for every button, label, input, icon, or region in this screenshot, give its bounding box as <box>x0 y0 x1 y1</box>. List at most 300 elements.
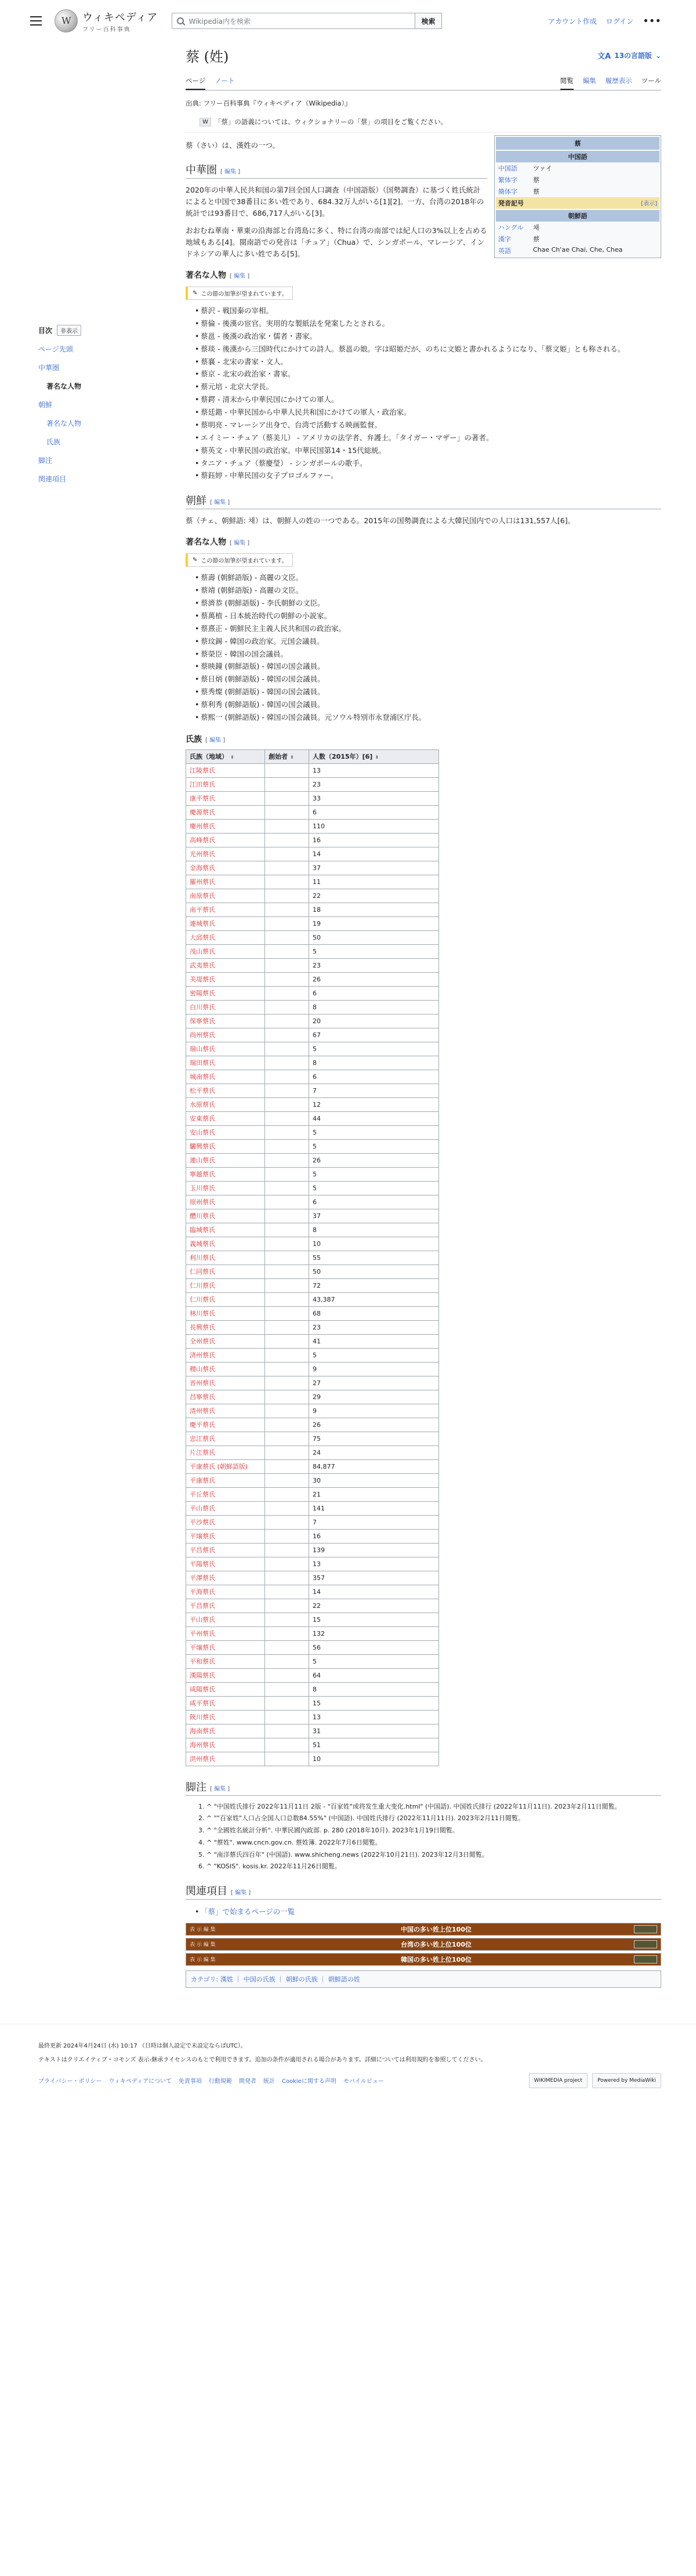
table-cell[interactable]: 水原蔡氏 <box>186 1097 265 1111</box>
table-cell: 9 <box>309 1404 439 1418</box>
search-input[interactable] <box>172 13 415 29</box>
table-cell: 5 <box>309 1139 439 1153</box>
navbox-vte[interactable]: 表 示 編 集 <box>190 1927 216 1933</box>
infobox-phonetic-row <box>496 197 659 209</box>
search-placeholder: Wikipedia内を検索 <box>188 17 251 26</box>
edit-link[interactable]: 編集 <box>214 499 226 506</box>
table-cell[interactable]: 晋州蔡氏 <box>186 1376 265 1390</box>
tab-edit[interactable]: 編集 <box>582 77 596 85</box>
edit-link[interactable]: 編集 <box>214 1785 226 1792</box>
table-cell[interactable]: 江陵蔡氏 <box>186 763 265 777</box>
table-cell <box>265 1459 309 1473</box>
table-cell <box>265 1070 309 1084</box>
table-cell[interactable]: 清州蔡氏 <box>186 1404 265 1418</box>
tab-talk[interactable]: ノート <box>215 77 235 85</box>
navbox <box>186 1938 661 1951</box>
table-cell: 68 <box>309 1306 439 1320</box>
china-people-list <box>195 305 661 482</box>
table-cell[interactable]: 金海蔡氏 <box>186 861 265 875</box>
list-item <box>195 584 661 597</box>
table-cell: 51 <box>309 1738 439 1752</box>
table-cell: 15 <box>309 1696 439 1710</box>
toc-item[interactable]: 朝鮮 <box>38 401 53 409</box>
table-cell[interactable]: 連城蔡氏 <box>186 916 265 930</box>
tab-read[interactable]: 閲覧 <box>560 73 574 90</box>
table-header[interactable] <box>186 749 265 763</box>
table-cell: 8 <box>309 1000 439 1014</box>
toc-item[interactable]: 脚注 <box>38 456 53 465</box>
table-cell: 11 <box>309 875 439 889</box>
table-header[interactable] <box>265 749 309 763</box>
table-cell <box>265 944 309 958</box>
table-row <box>186 1585 439 1599</box>
footer-link[interactable]: モバイルビュー <box>343 2078 384 2085</box>
table-cell[interactable]: 洪州蔡氏 <box>186 1752 265 1766</box>
table-cell[interactable]: 安山蔡氏 <box>186 1125 265 1139</box>
table-cell: 14 <box>309 847 439 861</box>
person-entry: 蔡元培 - 北京大学長。 <box>201 382 273 392</box>
table-row <box>186 1459 439 1473</box>
footer-link[interactable]: プライバシー・ポリシー <box>38 2078 102 2085</box>
person-entry: 蔡濟恭 (朝鮮語版) - 李氏朝鮮の文臣。 <box>201 599 325 607</box>
footer-link[interactable]: 統計 <box>263 2078 275 2085</box>
footer-link[interactable]: Cookieに関する声明 <box>281 2078 336 2085</box>
related-link[interactable]: 「蔡」で始まるページの一覧 <box>201 1907 295 1916</box>
table-row <box>186 763 439 777</box>
table-cell: 21 <box>309 1487 439 1501</box>
toc-item[interactable]: 中華圏 <box>38 364 60 372</box>
table-cell <box>265 1654 309 1668</box>
table-cell <box>265 791 309 805</box>
person-entry: 蔡英文 - 中華民国の政治家。中華民国第14・15代総統。 <box>201 445 386 455</box>
navbox <box>186 1953 661 1966</box>
table-row <box>186 1376 439 1390</box>
table-row <box>186 1529 439 1543</box>
table-row <box>186 1167 439 1181</box>
navbox-vte[interactable]: 表 示 編 集 <box>190 1942 216 1948</box>
list-item <box>195 419 661 432</box>
table-row <box>186 1306 439 1320</box>
table-header[interactable] <box>309 749 439 763</box>
table-cell[interactable]: 平沙蔡氏 <box>186 1515 265 1529</box>
table-cell[interactable]: 保寧蔡氏 <box>186 1014 265 1028</box>
table-cell[interactable]: 瑞田蔡氏 <box>186 1056 265 1070</box>
table-cell: 20 <box>309 1014 439 1028</box>
list-item <box>195 469 661 482</box>
toc-item[interactable]: 著名な人物 <box>46 382 82 390</box>
edit-link[interactable]: 編集 <box>224 169 237 175</box>
table-cell[interactable]: 長興蔡氏 <box>186 1320 265 1334</box>
search-form <box>172 13 441 29</box>
table-cell: 6 <box>309 1195 439 1209</box>
table-row <box>186 1445 439 1459</box>
list-item <box>195 571 661 584</box>
person-entry: 蔡壽 (朝鮮語版) - 高麗の文臣。 <box>201 573 303 582</box>
infobox-key[interactable]: 漢字 <box>498 236 511 243</box>
table-cell[interactable]: 稷山蔡氏 <box>186 1362 265 1376</box>
table-row <box>186 875 439 889</box>
table-cell: 50 <box>309 1265 439 1278</box>
table-row <box>186 1640 439 1654</box>
table-cell[interactable]: 城南蔡氏 <box>186 1070 265 1084</box>
table-cell <box>265 1111 309 1125</box>
table-cell[interactable]: 尚州蔡氏 <box>186 1028 265 1042</box>
page-footer <box>0 2024 696 2088</box>
table-row <box>186 1473 439 1487</box>
table-cell[interactable]: 陜川蔡氏 <box>186 1710 265 1724</box>
list-item <box>195 305 661 317</box>
table-row <box>186 1209 439 1223</box>
china-paragraph-1: 2020年の中華人民共和国の第7回全国人口調査（中国語版）（国勢調査）に基づく姓氏統計によると中国で38番目に多い姓であり、684.32万人がいる[1][2]。一方、台湾の2018年の統計では93番目で、686,717人がいる[3]。 <box>186 186 484 218</box>
language-icon: 文A <box>597 52 611 61</box>
toc-item[interactable]: 関連項目 <box>38 475 67 483</box>
table-cell[interactable]: 慶平蔡氏 <box>186 1418 265 1432</box>
table-cell[interactable]: 江田蔡氏 <box>186 777 265 791</box>
table-of-contents <box>38 42 136 1988</box>
toc-title: 目次 <box>38 327 53 335</box>
table-row <box>186 1097 439 1111</box>
table-cell[interactable]: 漢陽蔡氏 <box>186 1668 265 1682</box>
table-cell[interactable]: 平州蔡氏 <box>186 1626 265 1640</box>
footer-link[interactable]: ウィキペディアについて <box>108 2078 172 2085</box>
table-cell[interactable]: 平澤蔡氏 <box>186 1571 265 1585</box>
show-toggle[interactable]: [表示] <box>641 201 657 207</box>
wikimedia-badge[interactable]: WIKIMEDIA project <box>529 2073 588 2088</box>
table-cell <box>265 1473 309 1487</box>
table-cell: 23 <box>309 1320 439 1334</box>
table-row <box>186 972 439 986</box>
list-item <box>195 356 661 368</box>
person-entry: 蔡榮臣 - 韓国の国会議員。 <box>201 649 288 658</box>
table-cell <box>265 861 309 875</box>
table-cell[interactable]: 南原蔡氏 <box>186 889 265 903</box>
table-cell <box>265 1125 309 1139</box>
site-logo[interactable] <box>55 9 158 33</box>
person-entry: 蔡日炳 (朝鮮語版) - 韓国の国会議員。 <box>201 675 325 684</box>
table-cell[interactable]: 寧越蔡氏 <box>186 1167 265 1181</box>
table-cell[interactable]: 白川蔡氏 <box>186 1000 265 1014</box>
table-cell[interactable]: 全州蔡氏 <box>186 1334 265 1348</box>
table-cell[interactable]: 康平蔡氏 <box>186 791 265 805</box>
table-cell <box>265 763 309 777</box>
table-cell[interactable]: 平丘蔡氏 <box>186 1487 265 1501</box>
section-heading-notable-korea: 著名な人物 [ 編集 ] <box>186 538 250 548</box>
table-cell[interactable]: 昌寧蔡氏 <box>186 1390 265 1404</box>
table-row <box>186 1000 439 1014</box>
header-label: 創始者 <box>269 753 288 761</box>
person-entry: 蔡鈺婷 - 中華民国の女子プロゴルファー。 <box>201 471 338 480</box>
main-menu-icon[interactable] <box>30 16 42 26</box>
toc-hide-button[interactable]: 非表示 <box>57 325 81 336</box>
references-list <box>206 1802 661 1872</box>
section-heading-notable-china: 著名な人物 [ 編集 ] <box>186 271 250 280</box>
table-cell <box>265 986 309 1000</box>
table-row <box>186 1265 439 1278</box>
table-cell <box>265 1696 309 1710</box>
table-cell: 75 <box>309 1432 439 1445</box>
table-row <box>186 1334 439 1348</box>
table-cell[interactable]: 茂山蔡氏 <box>186 944 265 958</box>
table-row <box>186 1613 439 1626</box>
person-entry: 蔡映鐘 (朝鮮語版) - 韓国の国会議員。 <box>201 662 325 671</box>
table-cell: 19 <box>309 916 439 930</box>
table-cell <box>265 1487 309 1501</box>
table-cell[interactable]: 高峰蔡氏 <box>186 833 265 847</box>
navbox-toggle[interactable] <box>634 1955 657 1963</box>
table-cell[interactable]: 義城蔡氏 <box>186 1237 265 1251</box>
table-row <box>186 1599 439 1613</box>
person-entry: 蔡鍔 - 清末から中華民国にかけての軍人。 <box>201 395 339 404</box>
korea-paragraph: 蔡（チェ、朝鮮語: 채）は、朝鮮人の姓の一つである。2015年の国勢調査による大韓民国内での人口は131,557人[6]。 <box>186 516 575 526</box>
table-cell[interactable]: 光州蔡氏 <box>186 847 265 861</box>
table-row <box>186 861 439 875</box>
table-cell <box>265 1251 309 1265</box>
edit-link[interactable]: 編集 <box>235 1889 247 1896</box>
table-cell: 6 <box>309 986 439 1000</box>
table-cell: 18 <box>309 903 439 916</box>
navbox-toggle[interactable] <box>634 1940 657 1948</box>
edit-link[interactable]: 編集 <box>234 273 246 280</box>
navbox-vte[interactable]: 表 示 編 集 <box>190 1957 216 1963</box>
table-row <box>186 1710 439 1724</box>
toc-item[interactable]: 氏族 <box>46 438 61 446</box>
table-cell: 10 <box>309 1752 439 1766</box>
table-cell <box>265 1445 309 1459</box>
table-cell[interactable]: 平康蔡氏 (朝鮮語版) <box>186 1459 265 1473</box>
table-cell[interactable]: 仁川蔡氏 <box>186 1292 265 1306</box>
table-cell[interactable]: 驪興蔡氏 <box>186 1139 265 1153</box>
last-updated: 最終更新 2024年4月24日 (水) 10:17 （日時は個人設定で未設定ならばUTC）。 <box>38 2042 246 2049</box>
citation-needed-box <box>186 287 293 300</box>
table-cell: 50 <box>309 930 439 944</box>
table-cell[interactable]: 松平蔡氏 <box>186 1084 265 1097</box>
infobox-value: 蔡 <box>533 236 539 243</box>
table-cell: 67 <box>309 1028 439 1042</box>
sort-icon[interactable]: ⬍ <box>375 755 379 760</box>
login-link[interactable]: ログイン <box>606 17 634 26</box>
pencil-icon: ✎ <box>193 290 198 296</box>
china-paragraph-2: おおむね華南・華東の沿海部と台湾島に多く、特に台湾の南部では紀人口の3%以上を占める地域もある[4]。閩南語での発音は「チュア」（Chua）で、シンガポール、マレーシア、インドネシアの華人に多い姓である[5]。 <box>186 226 487 258</box>
table-cell <box>265 916 309 930</box>
table-cell[interactable]: 平昌蔡氏 <box>186 1599 265 1613</box>
list-item <box>195 622 661 635</box>
table-cell[interactable]: 安東蔡氏 <box>186 1111 265 1125</box>
create-account-link[interactable]: アカウント作成 <box>548 17 597 26</box>
table-cell: 8 <box>309 1223 439 1237</box>
table-cell[interactable]: 平山蔡氏 <box>186 1501 265 1515</box>
table-cell[interactable]: 平和蔡氏 <box>186 1654 265 1668</box>
table-cell[interactable]: 密陽蔡氏 <box>186 986 265 1000</box>
tab-tools[interactable]: ツール <box>641 77 661 85</box>
toc-item[interactable]: 著名な人物 <box>46 419 82 427</box>
table-cell[interactable]: 平山蔡氏 <box>186 1613 265 1626</box>
language-button[interactable] <box>597 50 661 61</box>
edit-link[interactable]: 編集 <box>209 737 222 744</box>
table-cell: 5 <box>309 1167 439 1181</box>
table-cell: 23 <box>309 777 439 791</box>
infobox-title: 蔡 <box>496 137 659 150</box>
table-cell <box>265 1724 309 1738</box>
table-cell[interactable]: 海州蔡氏 <box>186 1738 265 1752</box>
navbox-toggle[interactable] <box>634 1925 657 1933</box>
person-entry: 蔡靖 (朝鮮語版) - 高麗の文臣。 <box>201 586 303 595</box>
reference-item: 6. ^ "KOSIS". kosis.kr. 2022年11月26日閲覧。 <box>206 1861 661 1872</box>
table-cell[interactable]: 平康蔡氏 <box>186 1473 265 1487</box>
sort-icon[interactable]: ⬍ <box>230 755 234 760</box>
table-cell[interactable]: 咸陽蔡氏 <box>186 1682 265 1696</box>
table-cell[interactable]: 玉川蔡氏 <box>186 1181 265 1195</box>
infobox-key[interactable]: 中国語 <box>498 165 517 172</box>
table-row <box>186 930 439 944</box>
table-cell <box>265 930 309 944</box>
table-cell <box>265 1139 309 1153</box>
infobox-row <box>496 174 659 186</box>
table-cell <box>265 1501 309 1515</box>
table-cell: 141 <box>309 1501 439 1515</box>
list-item <box>195 597 661 610</box>
table-cell[interactable]: 南平蔡氏 <box>186 903 265 916</box>
table-row <box>186 1362 439 1376</box>
footer-link[interactable]: 開発者 <box>238 2078 256 2085</box>
table-cell <box>265 1237 309 1251</box>
table-cell: 29 <box>309 1390 439 1404</box>
table-row <box>186 1738 439 1752</box>
table-row <box>186 1557 439 1571</box>
table-cell[interactable]: 連山蔡氏 <box>186 1153 265 1167</box>
table-cell[interactable]: 片江蔡氏 <box>186 1445 265 1459</box>
table-cell <box>265 1084 309 1097</box>
table-cell[interactable]: 原州蔡氏 <box>186 1195 265 1209</box>
table-cell <box>265 1014 309 1028</box>
table-cell[interactable]: 利川蔡氏 <box>186 1251 265 1265</box>
sort-icon[interactable]: ⬍ <box>290 755 294 760</box>
table-cell[interactable]: 大邱蔡氏 <box>186 930 265 944</box>
table-cell: 16 <box>309 833 439 847</box>
category-list[interactable]: 漢姓 ｜ 中国の氏族 ｜ 朝鮮の氏族 ｜ 朝鮮語の姓 <box>220 1975 360 1983</box>
infobox-key[interactable]: 英語 <box>498 247 511 255</box>
list-item <box>195 648 661 661</box>
search-button[interactable]: 検索 <box>415 13 441 29</box>
table-row <box>186 1153 439 1167</box>
table-cell[interactable]: 平壌蔡氏 <box>186 1640 265 1654</box>
page-title: 蔡 (姓) <box>186 49 229 65</box>
infobox-row <box>496 186 659 197</box>
infobox-key[interactable]: 簡体字 <box>498 188 517 195</box>
table-cell[interactable]: 平壌蔡氏 <box>186 1529 265 1543</box>
table-cell[interactable]: 忠江蔡氏 <box>186 1432 265 1445</box>
reference-item: 1. ^ "中国姓氏排行 2022年11月11日 2版 - "百家姓"或将发生重大变化.html" (中国語). 中国姓氏排行 (2022年11月11日). 2023年2月11日閲覧。 <box>206 1802 661 1813</box>
table-cell <box>265 1306 309 1320</box>
table-cell <box>265 1320 309 1334</box>
table-cell[interactable]: 仁川蔡氏 <box>186 1278 265 1292</box>
table-row <box>186 1752 439 1766</box>
table-cell <box>265 1390 309 1404</box>
chevron-down-icon: ⌄ <box>655 51 661 60</box>
person-entry: 蔡倫 - 後漢の宦官。実用的な製紙法を発案したとされる。 <box>201 318 389 328</box>
person-entry: 蔡萬植 - 日本統治時代の朝鮮の小説家。 <box>201 611 331 620</box>
tab-history[interactable]: 履歴表示 <box>605 77 632 85</box>
header-label: 人数（2015年）[6] <box>313 753 373 761</box>
table-row <box>186 986 439 1000</box>
toc-item[interactable]: ページ先頭 <box>38 345 73 353</box>
table-cell[interactable]: 咸平蔡氏 <box>186 1696 265 1710</box>
table-cell[interactable]: 林川蔡氏 <box>186 1306 265 1320</box>
table-cell: 6 <box>309 805 439 819</box>
table-cell: 13 <box>309 763 439 777</box>
person-entry: エイミー・チュア（蔡美儿） - アメリカの法学者、弁護士。「タイガー・マザー」の著者。 <box>201 433 494 442</box>
table-cell[interactable]: 済州蔡氏 <box>186 1348 265 1362</box>
table-row <box>186 889 439 903</box>
category-label[interactable]: カテゴリ: <box>191 1975 219 1983</box>
table-cell: 7 <box>309 1515 439 1529</box>
table-cell: 8 <box>309 1682 439 1696</box>
wikipedia-globe-icon <box>55 9 78 32</box>
table-cell[interactable]: 臨城蔡氏 <box>186 1223 265 1237</box>
table-cell <box>265 1348 309 1362</box>
infobox-key[interactable]: 繁体字 <box>498 176 517 184</box>
table-cell[interactable]: 平陽蔡氏 <box>186 1557 265 1571</box>
navbox-title[interactable]: 中国の多い姓上位100位 <box>401 1925 472 1933</box>
table-row <box>186 1181 439 1195</box>
table-cell <box>265 1432 309 1445</box>
person-entry: 蔡襄 - 北宋の書家・文人。 <box>201 357 288 366</box>
table-cell <box>265 1585 309 1599</box>
table-cell[interactable]: 武夷蔡氏 <box>186 958 265 972</box>
footer-link[interactable]: 免責事項 <box>178 2078 202 2085</box>
infobox-key[interactable]: ハングル <box>498 224 524 231</box>
mediawiki-badge[interactable]: Powered by MediaWiki <box>592 2073 661 2088</box>
person-entry: 蔡玟錫 - 韓国の政治家。元国会議員。 <box>201 636 324 646</box>
table-cell[interactable]: 慶州蔡氏 <box>186 819 265 833</box>
table-cell <box>265 1195 309 1209</box>
infobox-row <box>496 233 659 245</box>
edit-link[interactable]: 編集 <box>234 540 246 547</box>
license-text: テキストはクリエイティブ・コモンズ 表示-継承ライセンスのもとで利用できます。追加の条件が適用される場合があります。詳細については利用規約を参照してください。 <box>38 2056 487 2063</box>
table-cell: 43,387 <box>309 1292 439 1306</box>
navbox-title[interactable]: 台湾の多い姓上位100位 <box>401 1940 472 1948</box>
navbox-title[interactable]: 韓国の多い姓上位100位 <box>401 1955 472 1963</box>
table-row <box>186 1056 439 1070</box>
table-cell: 139 <box>309 1543 439 1557</box>
pencil-icon: ✎ <box>193 557 198 564</box>
tab-page[interactable]: ページ <box>186 73 205 90</box>
table-cell[interactable]: 慶源蔡氏 <box>186 805 265 819</box>
table-row <box>186 1042 439 1056</box>
table-cell[interactable]: 美堤蔡氏 <box>186 972 265 986</box>
table-cell[interactable]: 瑞山蔡氏 <box>186 1042 265 1056</box>
table-cell[interactable]: 羅州蔡氏 <box>186 875 265 889</box>
table-cell[interactable]: 海南蔡氏 <box>186 1724 265 1738</box>
table-cell[interactable]: 醴川蔡氏 <box>186 1209 265 1223</box>
table-cell <box>265 1334 309 1348</box>
infobox-value: 蔡 <box>533 188 539 195</box>
table-row <box>186 777 439 791</box>
table-cell: 16 <box>309 1529 439 1543</box>
table-cell[interactable]: 仁同蔡氏 <box>186 1265 265 1278</box>
table-cell: 5 <box>309 944 439 958</box>
section-heading-related: 関連項目 [ 編集 ] <box>186 1883 661 1900</box>
list-item <box>195 343 661 356</box>
table-cell[interactable]: 平昌蔡氏 <box>186 1543 265 1557</box>
table-cell <box>265 1292 309 1306</box>
table-row <box>186 916 439 930</box>
more-options-icon[interactable]: ••• <box>643 15 661 27</box>
person-entry: 蔡利秀 (朝鮮語版) - 韓国の国会議員。 <box>201 700 325 709</box>
table-cell[interactable]: 平海蔡氏 <box>186 1585 265 1599</box>
table-cell <box>265 889 309 903</box>
language-button-label: 13の言語版 <box>614 52 652 60</box>
footer-link[interactable]: 行動規範 <box>208 2078 232 2085</box>
